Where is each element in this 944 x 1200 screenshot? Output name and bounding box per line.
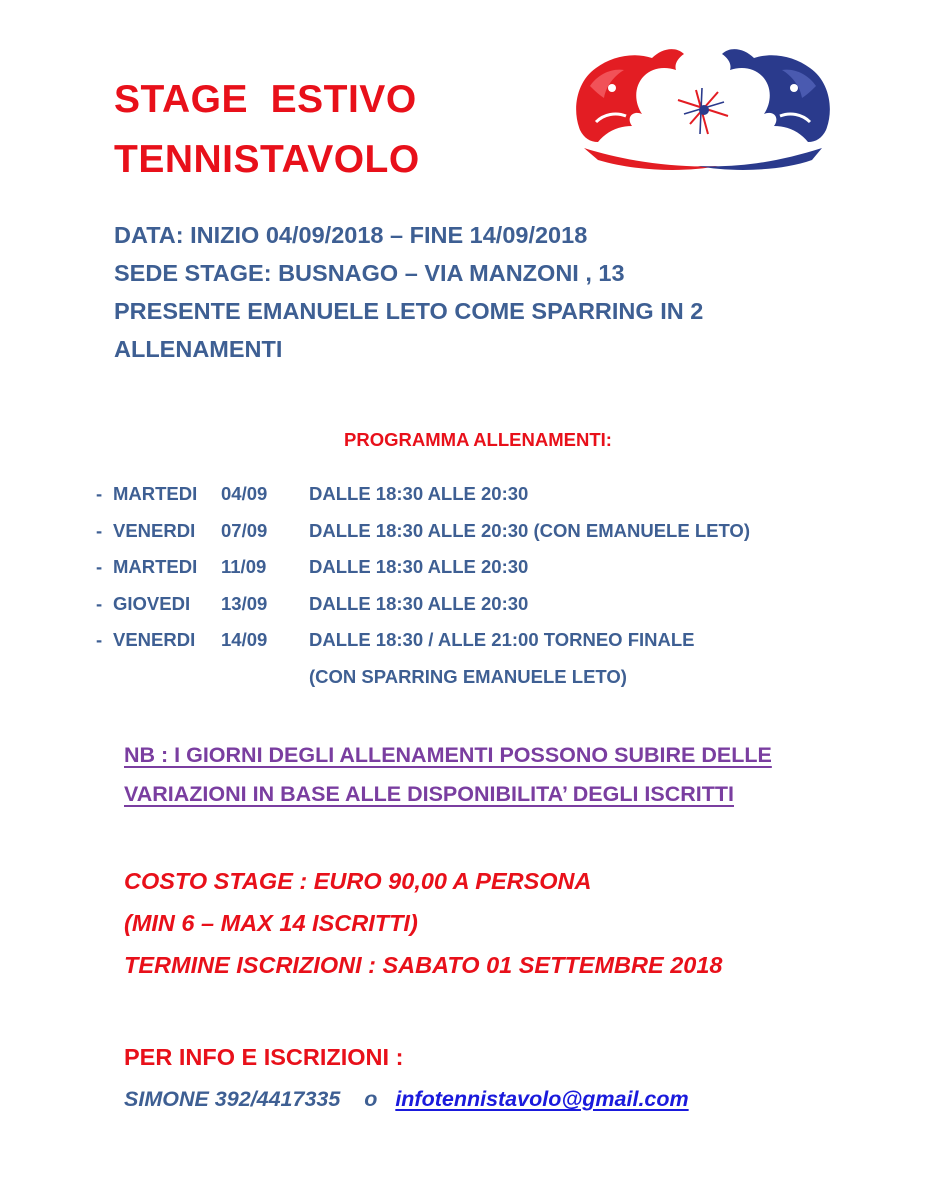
bullet-dash: - <box>96 592 103 614</box>
session-date: 04/09 <box>221 483 268 504</box>
contact-person: SIMONE 392/4417335 <box>124 1087 341 1111</box>
session-date: 07/09 <box>221 519 268 541</box>
session-time: DALLE 18:30 ALLE 20:30 <box>309 483 529 504</box>
schedule-row <box>96 586 750 623</box>
registration-deadline: TERMINE ISCRIZIONI : SABATO 01 SETTEMBRE 2018 <box>124 952 723 978</box>
bullet-dash: - <box>96 629 103 650</box>
event-info <box>114 216 834 368</box>
session-day: MARTEDI <box>113 556 198 577</box>
schedule-disclaimer <box>124 736 772 814</box>
session-day: MARTEDI <box>113 483 198 504</box>
event-guest-line-1: PRESENTE EMANUELE LETO COME SPARRING IN 2 <box>114 298 704 324</box>
club-logo <box>568 30 838 180</box>
schedule-final-note <box>96 659 750 696</box>
session-time: DALLE 18:30 ALLE 20:30 <box>309 556 529 577</box>
cost-info <box>124 860 722 986</box>
schedule-row <box>96 476 750 513</box>
session-date: 14/09 <box>221 629 268 650</box>
contact-title: PER INFO E ISCRIZIONI : <box>124 1044 404 1070</box>
session-day: GIOVEDI <box>113 592 191 614</box>
session-time: DALLE 18:30 ALLE 20:30 (CON EMANUELE LETO) <box>309 519 750 541</box>
session-day: VENERDI <box>113 519 196 541</box>
schedule-row <box>96 513 750 550</box>
program-title: PROGRAMMA ALLENAMENTI: <box>344 429 612 450</box>
title-line-1: STAGE ESTIVO <box>114 78 417 121</box>
paddle-mark-icon <box>678 88 728 134</box>
event-venue: SEDE STAGE: BUSNAGO – VIA MANZONI , 13 <box>114 260 625 286</box>
session-time: DALLE 18:30 ALLE 20:30 <box>309 592 529 614</box>
contact-email-link[interactable]: infotennistavolo@gmail.com <box>395 1087 689 1111</box>
title-line-2: TENNISTAVOLO <box>114 138 420 181</box>
schedule-row <box>96 549 750 586</box>
final-note-text: (CON SPARRING EMANUELE LETO) <box>309 665 627 687</box>
flyer-title <box>114 70 420 190</box>
event-date: DATA: INIZIO 04/09/2018 – FINE 14/09/2018 <box>114 222 588 248</box>
disclaimer-line-1: NB : I GIORNI DEGLI ALLENAMENTI POSSONO SUBIRE DELLE <box>124 743 772 767</box>
contact-line <box>124 1080 689 1118</box>
blue-lion-icon <box>698 49 830 170</box>
cost-limits: (MIN 6 – MAX 14 ISCRITTI) <box>124 910 418 936</box>
disclaimer-line-2: VARIAZIONI IN BASE ALLE DISPONIBILITA’ DEGLI ISCRITTI <box>124 782 734 806</box>
bullet-dash: - <box>96 556 103 577</box>
session-day: VENERDI <box>113 629 196 650</box>
session-time: DALLE 18:30 / ALLE 21:00 TORNEO FINALE <box>309 629 695 650</box>
event-guest-line-2: ALLENAMENTI <box>114 336 283 362</box>
cost-price: COSTO STAGE : EURO 90,00 A PERSONA <box>124 868 592 894</box>
bullet-dash: - <box>96 519 103 541</box>
session-date: 11/09 <box>221 556 267 577</box>
schedule-row <box>96 622 750 659</box>
contact-separator: o <box>364 1087 378 1111</box>
training-schedule <box>96 476 750 695</box>
bullet-dash: - <box>96 483 103 504</box>
session-date: 13/09 <box>221 592 268 614</box>
